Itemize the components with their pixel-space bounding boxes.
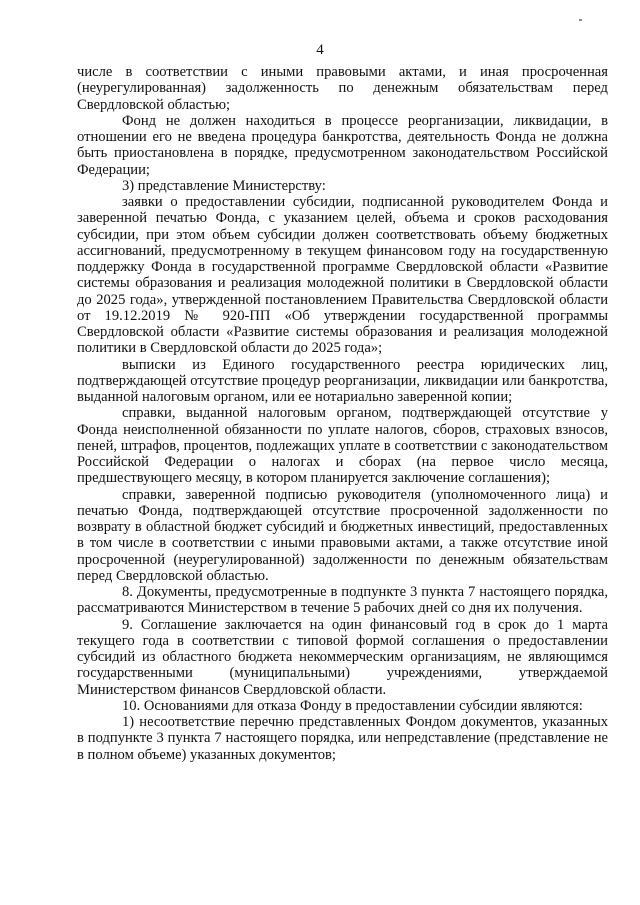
paragraph-item-10-1: 1) несоответствие перечню представленных Фондом документов, указанных в подпункте 3 пункта 7 настоящего порядка, или непредставление (представление не в полном объеме) указанных документов; xyxy=(77,714,608,763)
paragraph-item-3: 3) представление Министерству: xyxy=(122,177,326,194)
paragraph-continuation: числе в соответствии с иными правовыми актами, и иная просроченная (неурегулированная) задолженность по денежным обязательствам перед Свердловской областью; xyxy=(77,64,608,113)
paragraph-application: заявки о предоставлении субсидии, подписанной руководителем Фонда и заверенной печатью Фонда, с указанием целей, объема и сроков расходования субсидии, при этом объем субсидии должен соответствовать объему бюджетных ассигнований, предусмотренному в текущем финансовом году на государственную поддержку Фонда в государственной программе Свердловской области «Развитие системы образования и реализация молодежной политики в Свердловской области до 2025 года», утвержденной постановлением Правительства Свердловской области от 19.12.2019 № 920-ПП «Об утверждении государственной программы Свердловской области «Развитие системы образования и реализация молодежной политики в Свердловской области до 2025 года»; xyxy=(77,194,608,357)
scan-mark xyxy=(579,19,582,21)
paragraph-debt-certificate: справки, заверенной подписью руководителя (уполномоченного лица) и печатью Фонда, подтверждающей отсутствие просроченной задолженности по возврату в областной бюджет субсидий и бюджетных инвестиций, предоставленных в том числе в соответствии с иными правовыми актами, а также отсутствие иной просроченной (неурегулированной) задолженности по денежным обязательствам перед Свердловской областью. xyxy=(77,486,608,584)
paragraph-fund-status: Фонд не должен находиться в процессе реорганизации, ликвидации, в отношении его не введена процедура банкротства, деятельность Фонда не должна быть приостановлена в порядке, предусмотренном законодательством Российской Федерации; xyxy=(77,112,608,178)
page-number: 4 xyxy=(316,42,324,58)
document-body xyxy=(77,64,608,763)
paragraph-item-8: 8. Документы, предусмотренные в подпункте 3 пункта 7 настоящего порядка, рассматриваются Министерством в течение 5 рабочих дней со дня их получения. xyxy=(77,584,608,617)
paragraph-registry-extract: выписки из Единого государственного реестра юридических лиц, подтверждающей отсутствие процедур реорганизации, ликвидации или банкротства, выданной налоговым органом, или ее нотариально заверенной копии; xyxy=(77,356,608,405)
paragraph-tax-certificate: справки, выданной налоговым органом, подтверждающей отсутствие у Фонда неисполненной обязанности по уплате налогов, сборов, страховых взносов, пеней, штрафов, процентов, подлежащих уплате в соответствии с законодательством Российской Федерации о налогах и сборах (на первое число месяца, предшествующего месяцу, в котором планируется заключение соглашения); xyxy=(77,405,608,487)
paragraph-item-10: 10. Основаниями для отказа Фонду в предоставлении субсидии являются: xyxy=(122,697,583,714)
paragraph-item-9: 9. Соглашение заключается на один финансовый год в срок до 1 марта текущего года в соответствии с типовой формой соглашения о предоставлении субсидий из областного бюджета некоммерческим организациям, не являющимся государственными (муниципальными) учреждениями, утверждаемой Министерством финансов Свердловской области. xyxy=(77,616,608,698)
